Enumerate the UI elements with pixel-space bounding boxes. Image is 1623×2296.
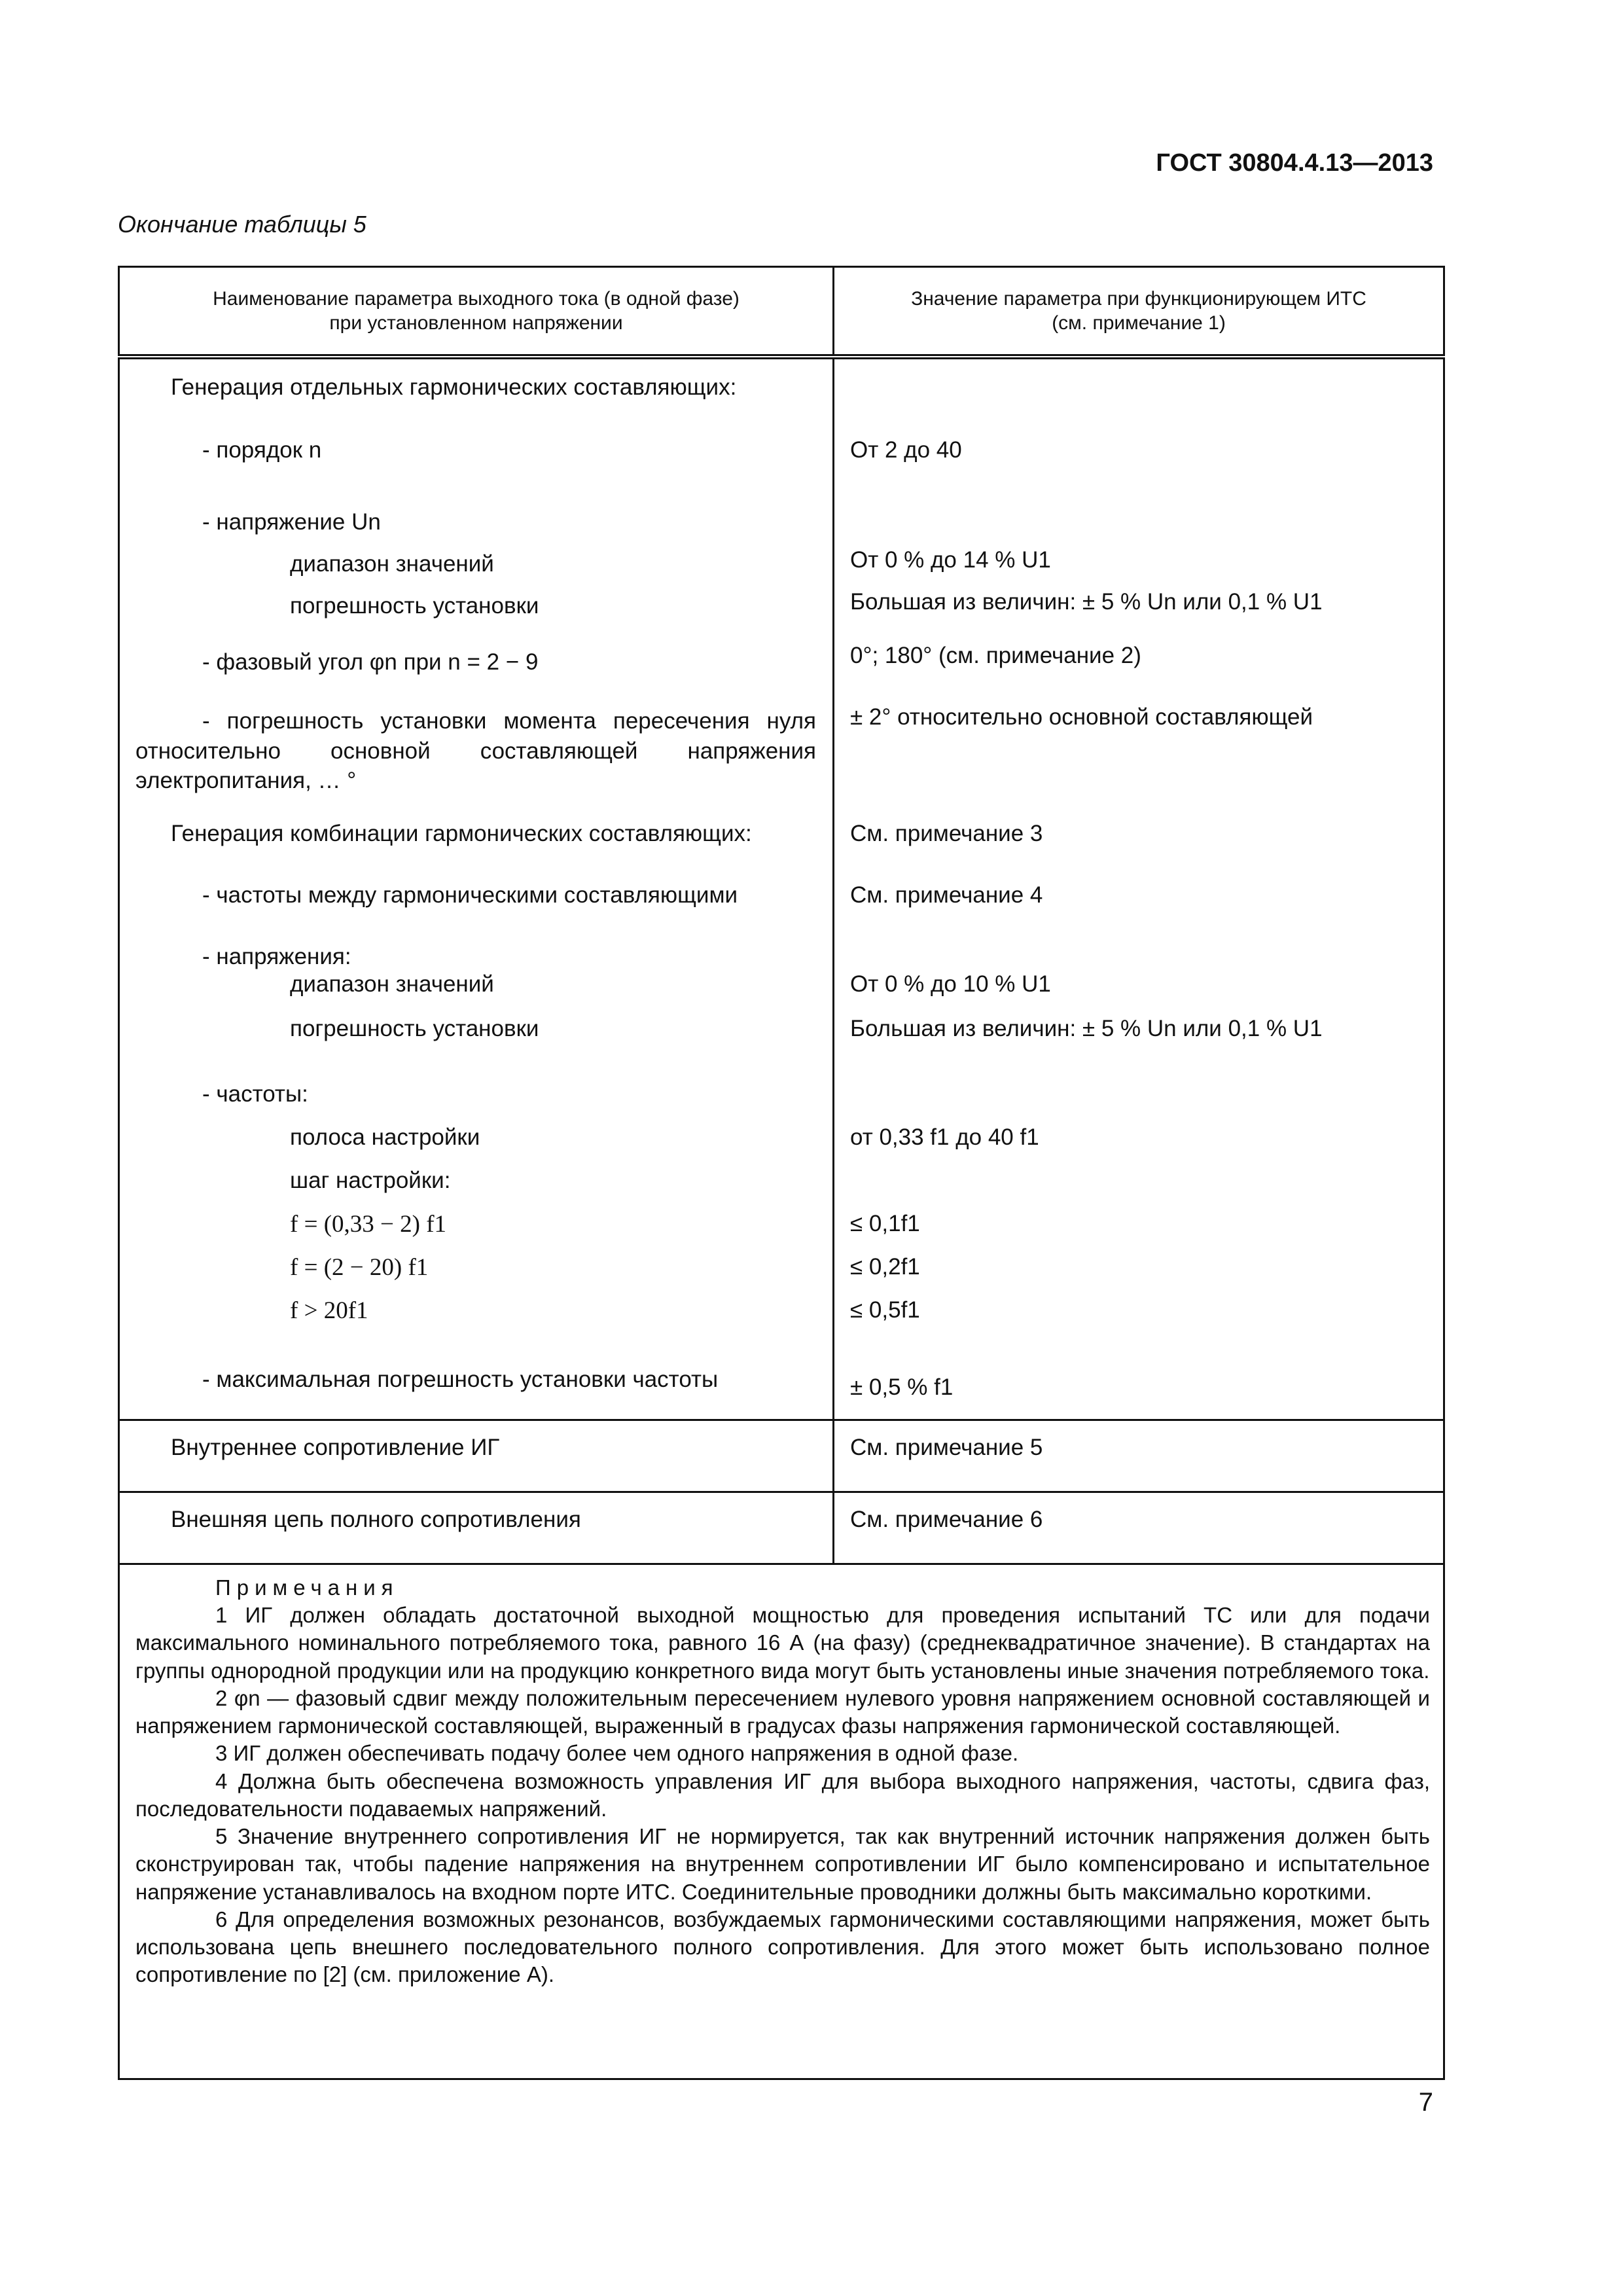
phase-label: - фазовый угол φn при n = 2 − 9 (202, 649, 539, 675)
gen-combo-label: Генерация комбинации гармонических составляющих: (171, 821, 752, 846)
range2-value: От 0 % до 10 % U1 (850, 971, 1051, 997)
external-impedance-value: См. примечание 6 (850, 1507, 1043, 1532)
zero-cross-value: ± 2° относительно основной составляющей (850, 704, 1313, 730)
accuracy-value: Большая из величин: ± 5 % Un или 0,1 % U1 (850, 589, 1323, 615)
notes-row (119, 1564, 1444, 2079)
max-err-label: - максимальная погрешность установки частоты (202, 1367, 719, 1392)
note-item: 1 ИГ должен обладать достаточной выходной мощностью для проведения испытаний ТС или для подачи максимального номинального потребляемого тока, равного 16 А (на фазу) (среднеквадратичное значение). В стандартах на группы однородной продукции или на продукцию конкретного вида могут быть установлены иные значения потребляемого тока. (135, 1603, 1430, 1683)
page-number: 7 (1418, 2088, 1433, 2117)
freqs-label: - частоты: (202, 1081, 308, 1107)
note-item: 3 ИГ должен обеспечивать подачу более чем одного напряжения в одной фазе. (215, 1741, 1019, 1766)
interharm-value: См. примечание 4 (850, 882, 1043, 908)
gen-single-label: Генерация отдельных гармонических составляющих: (171, 374, 737, 400)
step1-label: f = (0,33 − 2) f1 (290, 1211, 447, 1238)
step3-label: f > 20f1 (290, 1297, 368, 1324)
voltages-label: - напряжения: (202, 944, 351, 969)
header-col-value-line1: Значение параметра при функционирующем ИТС (911, 287, 1366, 310)
external-impedance-label-cell (119, 1492, 834, 1564)
notes-title: Примечания (215, 1575, 399, 1600)
header-col-parameter-line2: при установленном напряжении (329, 312, 623, 334)
table-header-row (119, 267, 1444, 357)
phase-value: 0°; 180° (см. примечание 2) (850, 643, 1141, 668)
note-item: 6 Для определения возможных резонансов, возбуждаемых гармоническими составляющими напряжения, может быть использована цепь внешнего последовательного полного сопротивления. Для этого может быть использовано полное сопротивление по [2] (см. приложение А). (135, 1907, 1430, 1987)
internal-resistance-label-cell (119, 1420, 834, 1492)
step3-value: ≤ 0,5f1 (850, 1297, 920, 1323)
accuracy2-label: погрешность установки (290, 1016, 539, 1041)
table-row (119, 1420, 1444, 1492)
notes-cell (119, 1564, 1444, 2079)
note-item: 5 Значение внутреннего сопротивления ИГ не нормируется, так как внутренний источник напряжения должен быть сконструирован так, чтобы падение напряжения на внутреннем сопротивлении ИГ было компенсировано и испытательное напряжение устанавливалось на входном порте ИТС. Соединительные проводники должны быть максимально короткими. (135, 1824, 1430, 1904)
step-label: шаг настройки: (290, 1168, 451, 1193)
note-item: 4 Должна быть обеспечена возможность управления ИГ для выбора выходного напряжения, частоты, сдвига фаз, последовательности подаваемых напряжений. (135, 1768, 1430, 1821)
step1-value: ≤ 0,1f1 (850, 1211, 920, 1236)
header-col-value-line2: (см. примечание 1) (1052, 312, 1226, 334)
accuracy-label: погрешность установки (290, 593, 539, 619)
accuracy2-value: Большая из величин: ± 5 % Un или 0,1 % U1 (850, 1016, 1323, 1041)
table-caption: Окончание таблицы 5 (118, 211, 366, 238)
internal-resistance-value: См. примечание 5 (850, 1435, 1043, 1460)
range2-label: диапазон значений (290, 971, 494, 997)
external-impedance-label: Внешняя цепь полного сопротивления (171, 1507, 581, 1532)
external-impedance-value-cell (834, 1492, 1444, 1564)
step2-value: ≤ 0,2f1 (850, 1254, 920, 1280)
zero-cross-label: - погрешность установки момента пересечения нуля относительно основной составляющей напряжения электропитания, … ° (135, 708, 816, 793)
header-col-parameter (119, 267, 834, 357)
standard-designation: ГОСТ 30804.4.13—2013 (1156, 149, 1433, 177)
header-col-parameter-line1: Наименование параметра выходного тока (в одной фазе) (213, 287, 740, 310)
interharm-label: - частоты между гармоническими составляющими (202, 882, 738, 908)
order-value: От 2 до 40 (850, 437, 962, 463)
header-col-value (834, 267, 1444, 357)
harmonics-parameters-cell (119, 357, 834, 1420)
gen-combo-value: См. примечание 3 (850, 821, 1043, 846)
table-row (119, 1492, 1444, 1564)
voltage-label: - напряжение Un (202, 509, 381, 535)
harmonics-values-cell (834, 357, 1444, 1420)
order-label: - порядок n (202, 437, 322, 463)
range-value: От 0 % до 14 % U1 (850, 547, 1051, 573)
band-label: полоса настройки (290, 1124, 480, 1150)
table-row (119, 357, 1444, 1420)
note-item: 2 φn — фазовый сдвиг между положительным пересечением нулевого уровня напряжением основной составляющей и напряжением гармонической составляющей, выраженный в градусах фазы напряжения гармонической составляющей. (135, 1685, 1430, 1738)
parameters-table (118, 266, 1445, 2080)
max-err-value: ± 0,5 % f1 (850, 1374, 954, 1400)
range-label: диапазон значений (290, 551, 494, 577)
internal-resistance-value-cell (834, 1420, 1444, 1492)
step2-label: f = (2 − 20) f1 (290, 1254, 429, 1281)
internal-resistance-label: Внутреннее сопротивление ИГ (171, 1435, 500, 1460)
band-value: от 0,33 f1 до 40 f1 (850, 1124, 1039, 1150)
